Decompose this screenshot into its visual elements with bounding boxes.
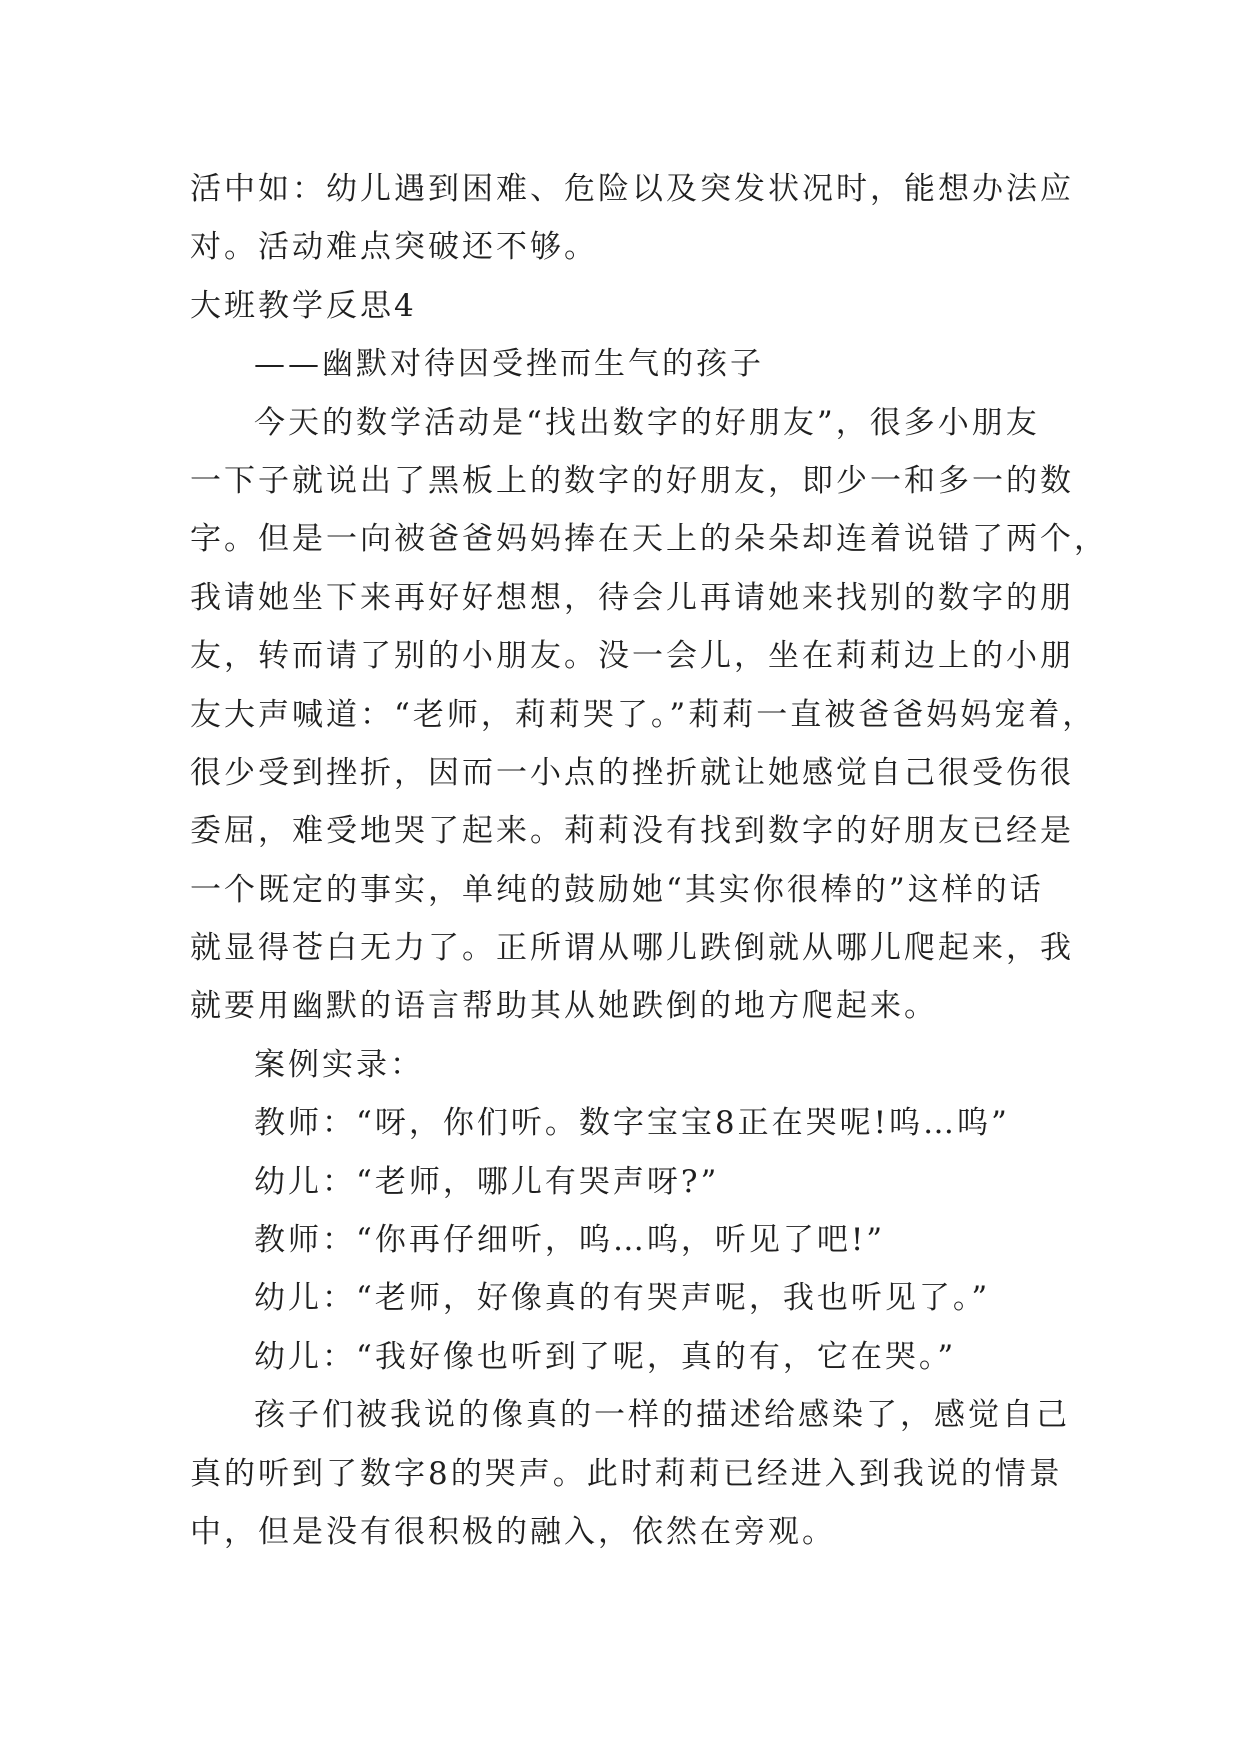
text-line: 友大声喊道：“老师，莉莉哭了。”莉莉一直被爸爸妈妈宠着， bbox=[190, 696, 1097, 733]
text-line: 活中如：幼儿遇到困难、危险以及突发状况时，能想办法应 bbox=[190, 171, 1074, 207]
text-line: 对。活动难点突破还不够。 bbox=[190, 229, 598, 266]
text-line: 一个既定的事实，单纯的鼓励她“其实你很棒的”这样的话 bbox=[190, 871, 1044, 908]
text-line: 友，转而请了别的小朋友。没一会儿，坐在莉莉边上的小朋 bbox=[190, 638, 1074, 675]
dialogue-line: 教师：“你再仔细听，呜…呜，听见了吧!” bbox=[254, 1222, 886, 1259]
case-record-heading: 案例实录： bbox=[254, 1046, 424, 1083]
dialogue-line: 幼儿：“老师，哪儿有哭声呀?” bbox=[254, 1163, 720, 1200]
text-line: 就显得苍白无力了。正所谓从哪儿跌倒就从哪儿爬起来，我 bbox=[190, 930, 1074, 967]
text-line: 委屈，难受地哭了起来。莉莉没有找到数字的好朋友已经是 bbox=[190, 813, 1074, 850]
section-subtitle: ——幽默对待因受挫而生气的孩子 bbox=[254, 346, 764, 383]
text-line: 真的听到了数字8的哭声。此时莉莉已经进入到我说的情景 bbox=[190, 1455, 1063, 1492]
text-line: 今天的数学活动是“找出数字的好朋友”，很多小朋友 bbox=[254, 404, 1040, 441]
section-heading: 大班教学反思4 bbox=[190, 287, 417, 324]
text-line: 一下子就说出了黑板上的数字的好朋友，即少一和多一的数 bbox=[190, 462, 1074, 499]
dialogue-line: 教师：“呀，你们听。数字宝宝8正在哭呢!呜…呜” bbox=[254, 1105, 1010, 1142]
document-body bbox=[190, 160, 1108, 1561]
text-line: 很少受到挫折，因而一小点的挫折就让她感觉自己很受伤很 bbox=[190, 754, 1074, 791]
text-line: 孩子们被我说的像真的一样的描述给感染了，感觉自己 bbox=[254, 1397, 1070, 1434]
text-line: 我请她坐下来再好好想想，待会儿再请她来找别的数字的朋 bbox=[190, 579, 1074, 616]
dialogue-line: 幼儿：“老师，好像真的有哭声呢，我也听见了。” bbox=[254, 1280, 991, 1317]
text-line: 中，但是没有很积极的融入，依然在旁观。 bbox=[190, 1513, 836, 1550]
text-line: 就要用幽默的语言帮助其从她跌倒的地方爬起来。 bbox=[190, 988, 938, 1025]
text-line: 字。但是一向被爸爸妈妈捧在天上的朵朵却连着说错了两个， bbox=[190, 521, 1108, 558]
dialogue-line: 幼儿：“我好像也听到了呢，真的有，它在哭。” bbox=[254, 1338, 957, 1375]
